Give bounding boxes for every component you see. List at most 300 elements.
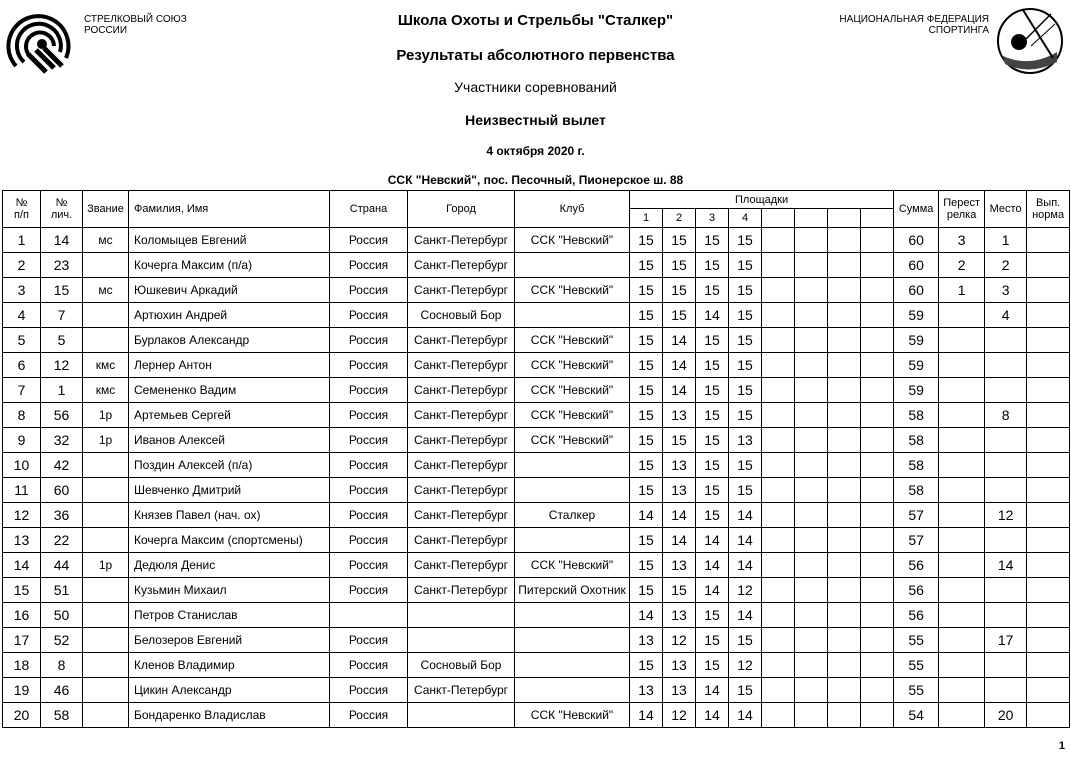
cell-area-blank: [795, 403, 828, 428]
table-row: [3, 628, 1070, 653]
cell-sum: 60: [894, 228, 939, 253]
cell-area-blank: [795, 228, 828, 253]
cell-num-lic: 51: [41, 578, 83, 603]
cell-name: Князев Павел (нач. ох): [129, 503, 330, 528]
table-row: [3, 478, 1070, 503]
cell-area-1: 15: [630, 353, 663, 378]
cell-name: Юшкевич Аркадий: [129, 278, 330, 303]
cell-area-blank: [762, 478, 795, 503]
cell-area-blank: [861, 703, 894, 728]
cell-city: Санкт-Петербург: [408, 353, 515, 378]
cell-area-2: 15: [663, 303, 696, 328]
cell-area-blank: [795, 528, 828, 553]
cell-num-lic: 8: [41, 653, 83, 678]
header-area-1: 1: [630, 209, 663, 228]
cell-area-blank: [762, 428, 795, 453]
cell-country: Россия: [330, 428, 408, 453]
cell-area-1: 14: [630, 503, 663, 528]
cell-sum: 56: [894, 553, 939, 578]
cell-country: Россия: [330, 228, 408, 253]
cell-norm: [1027, 628, 1070, 653]
cell-area-3: 15: [696, 453, 729, 478]
cell-num-pp: 3: [3, 278, 41, 303]
table-row: [3, 253, 1070, 278]
cell-area-2: 14: [663, 353, 696, 378]
cell-num-lic: 23: [41, 253, 83, 278]
cell-num-lic: 22: [41, 528, 83, 553]
cell-area-4: 15: [729, 353, 762, 378]
table-row: [3, 503, 1070, 528]
cell-place: [985, 678, 1027, 703]
cell-country: Россия: [330, 253, 408, 278]
cell-club: [515, 603, 630, 628]
cell-rank: кмс: [83, 378, 129, 403]
cell-rank: [83, 653, 129, 678]
cell-club: [515, 453, 630, 478]
table-row: [3, 328, 1070, 353]
cell-area-blank: [861, 428, 894, 453]
header-areas: Площадки: [630, 191, 894, 209]
cell-name: Лернер Антон: [129, 353, 330, 378]
cell-area-blank: [762, 603, 795, 628]
org-left-line1: СТРЕЛКОВЫЙ СОЮЗ: [84, 14, 187, 25]
cell-area-1: 14: [630, 603, 663, 628]
cell-area-blank: [828, 603, 861, 628]
cell-shootoff: [939, 678, 985, 703]
cell-area-1: 15: [630, 278, 663, 303]
cell-area-blank: [762, 653, 795, 678]
cell-norm: [1027, 653, 1070, 678]
cell-city: Санкт-Петербург: [408, 503, 515, 528]
cell-area-blank: [762, 578, 795, 603]
cell-area-blank: [795, 303, 828, 328]
cell-area-blank: [828, 353, 861, 378]
cell-norm: [1027, 603, 1070, 628]
cell-city: [408, 703, 515, 728]
cell-area-blank: [762, 278, 795, 303]
cell-country: Россия: [330, 453, 408, 478]
cell-area-4: 15: [729, 628, 762, 653]
org-left-line2: РОССИИ: [84, 25, 128, 36]
cell-area-2: 15: [663, 428, 696, 453]
cell-area-blank: [828, 253, 861, 278]
cell-area-blank: [828, 653, 861, 678]
cell-area-4: 13: [729, 428, 762, 453]
cell-club: [515, 528, 630, 553]
cell-area-1: 15: [630, 303, 663, 328]
cell-name: Иванов Алексей: [129, 428, 330, 453]
cell-shootoff: [939, 503, 985, 528]
cell-area-1: 15: [630, 478, 663, 503]
cell-shootoff: [939, 478, 985, 503]
cell-country: Россия: [330, 303, 408, 328]
cell-num-lic: 12: [41, 353, 83, 378]
table-row: [3, 428, 1070, 453]
cell-place: 3: [985, 278, 1027, 303]
cell-name: Кочерга Максим (п/а): [129, 253, 330, 278]
cell-club: ССК "Невский": [515, 428, 630, 453]
cell-name: Кленов Владимир: [129, 653, 330, 678]
cell-num-pp: 20: [3, 703, 41, 728]
cell-area-blank: [861, 228, 894, 253]
cell-area-blank: [795, 653, 828, 678]
cell-shootoff: [939, 428, 985, 453]
results-body: [3, 228, 1070, 728]
cell-area-2: 14: [663, 528, 696, 553]
cell-num-lic: 5: [41, 328, 83, 353]
cell-area-blank: [762, 403, 795, 428]
cell-club: ССК "Невский": [515, 353, 630, 378]
cell-norm: [1027, 428, 1070, 453]
cell-area-1: 15: [630, 378, 663, 403]
header-club: Клуб: [515, 191, 630, 228]
header-country: Страна: [330, 191, 408, 228]
cell-num-lic: 32: [41, 428, 83, 453]
cell-area-blank: [861, 528, 894, 553]
cell-area-3: 15: [696, 253, 729, 278]
cell-shootoff: 3: [939, 228, 985, 253]
header-shootoff: Перест релка: [939, 191, 985, 228]
cell-shootoff: [939, 303, 985, 328]
cell-area-blank: [828, 453, 861, 478]
cell-area-blank: [795, 253, 828, 278]
cell-rank: [83, 453, 129, 478]
cell-area-blank: [861, 503, 894, 528]
cell-area-1: 13: [630, 678, 663, 703]
event-date: 4 октября 2020 г.: [486, 144, 585, 158]
cell-club: [515, 678, 630, 703]
cell-rank: 1р: [83, 428, 129, 453]
cell-area-blank: [828, 328, 861, 353]
cell-place: [985, 603, 1027, 628]
cell-name: Артюхин Андрей: [129, 303, 330, 328]
cell-num-pp: 5: [3, 328, 41, 353]
cell-name: Кочерга Максим (спортсмены): [129, 528, 330, 553]
cell-area-blank: [861, 278, 894, 303]
cell-area-1: 15: [630, 553, 663, 578]
cell-area-blank: [762, 503, 795, 528]
cell-norm: [1027, 703, 1070, 728]
cell-shootoff: [939, 703, 985, 728]
cell-num-lic: 46: [41, 678, 83, 703]
event-venue: ССК "Невский", пос. Песочный, Пионерское ш. 88: [387, 173, 684, 187]
cell-rank: [83, 603, 129, 628]
cell-sum: 55: [894, 653, 939, 678]
cell-area-blank: [762, 453, 795, 478]
cell-area-1: 15: [630, 228, 663, 253]
table-row: [3, 278, 1070, 303]
cell-club: ССК "Невский": [515, 378, 630, 403]
cell-norm: [1027, 453, 1070, 478]
cell-area-3: 15: [696, 378, 729, 403]
cell-area-3: 15: [696, 328, 729, 353]
cell-area-1: 15: [630, 578, 663, 603]
cell-name: Цикин Александр: [129, 678, 330, 703]
cell-area-1: 15: [630, 328, 663, 353]
cell-area-blank: [828, 478, 861, 503]
cell-shootoff: [939, 628, 985, 653]
cell-num-lic: 56: [41, 403, 83, 428]
header-num-pp: № п/п: [3, 191, 41, 228]
cell-country: Россия: [330, 703, 408, 728]
cell-area-2: 13: [663, 553, 696, 578]
cell-num-pp: 9: [3, 428, 41, 453]
cell-area-3: 15: [696, 403, 729, 428]
cell-city: Санкт-Петербург: [408, 378, 515, 403]
cell-num-pp: 16: [3, 603, 41, 628]
cell-country: Россия: [330, 328, 408, 353]
cell-area-blank: [828, 228, 861, 253]
cell-area-3: 15: [696, 628, 729, 653]
cell-norm: [1027, 578, 1070, 603]
cell-area-blank: [861, 603, 894, 628]
cell-norm: [1027, 278, 1070, 303]
cell-norm: [1027, 528, 1070, 553]
cell-area-2: 15: [663, 228, 696, 253]
cell-area-2: 13: [663, 403, 696, 428]
cell-city: Сосновый Бор: [408, 653, 515, 678]
cell-area-blank: [828, 678, 861, 703]
cell-club: ССК "Невский": [515, 553, 630, 578]
cell-rank: [83, 703, 129, 728]
cell-place: [985, 428, 1027, 453]
cell-name: Поздин Алексей (п/а): [129, 453, 330, 478]
cell-num-pp: 4: [3, 303, 41, 328]
cell-area-blank: [828, 278, 861, 303]
cell-num-lic: 44: [41, 553, 83, 578]
cell-area-3: 15: [696, 503, 729, 528]
cell-area-blank: [795, 678, 828, 703]
cell-rank: [83, 478, 129, 503]
cell-sum: 60: [894, 253, 939, 278]
cell-place: [985, 378, 1027, 403]
cell-shootoff: [939, 328, 985, 353]
cell-sum: 56: [894, 603, 939, 628]
cell-shootoff: [939, 403, 985, 428]
cell-area-blank: [795, 578, 828, 603]
cell-area-2: 15: [663, 253, 696, 278]
cell-num-lic: 15: [41, 278, 83, 303]
cell-num-lic: 7: [41, 303, 83, 328]
cell-shootoff: [939, 578, 985, 603]
cell-area-blank: [762, 328, 795, 353]
cell-num-lic: 50: [41, 603, 83, 628]
table-row: [3, 603, 1070, 628]
cell-city: Санкт-Петербург: [408, 228, 515, 253]
cell-area-3: 15: [696, 653, 729, 678]
cell-area-3: 15: [696, 478, 729, 503]
cell-club: Сталкер: [515, 503, 630, 528]
cell-area-2: 14: [663, 503, 696, 528]
cell-area-blank: [795, 478, 828, 503]
cell-name: Белозеров Евгений: [129, 628, 330, 653]
table-row: [3, 353, 1070, 378]
cell-num-pp: 17: [3, 628, 41, 653]
cell-area-4: 15: [729, 678, 762, 703]
cell-shootoff: [939, 603, 985, 628]
cell-place: 8: [985, 403, 1027, 428]
cell-area-2: 15: [663, 278, 696, 303]
cell-area-2: 13: [663, 678, 696, 703]
cell-club: ССК "Невский": [515, 703, 630, 728]
cell-area-blank: [861, 378, 894, 403]
cell-place: [985, 528, 1027, 553]
cell-area-blank: [795, 553, 828, 578]
cell-area-4: 15: [729, 228, 762, 253]
cell-country: Россия: [330, 653, 408, 678]
cell-area-blank: [762, 528, 795, 553]
cell-city: Санкт-Петербург: [408, 478, 515, 503]
cell-area-1: 15: [630, 528, 663, 553]
header-num-lic: № лич.: [41, 191, 83, 228]
results-title: Результаты абсолютного первенства: [396, 47, 675, 64]
cell-name: Бурлаков Александр: [129, 328, 330, 353]
org-right-line2: СПОРТИНГА: [928, 25, 989, 36]
cell-area-blank: [795, 378, 828, 403]
cell-area-blank: [795, 503, 828, 528]
cell-shootoff: [939, 353, 985, 378]
cell-sum: 58: [894, 403, 939, 428]
cell-name: Кузьмин Михаил: [129, 578, 330, 603]
cell-area-4: 15: [729, 278, 762, 303]
cell-area-blank: [828, 303, 861, 328]
results-table: [2, 190, 1070, 728]
cell-club: ССК "Невский": [515, 228, 630, 253]
club-title: Школа Охоты и Стрельбы "Сталкер": [397, 12, 674, 29]
cell-area-blank: [795, 603, 828, 628]
cell-name: Семененко Вадим: [129, 378, 330, 403]
cell-area-1: 13: [630, 628, 663, 653]
cell-city: Санкт-Петербург: [408, 253, 515, 278]
table-row: [3, 303, 1070, 328]
cell-area-blank: [861, 253, 894, 278]
cell-shootoff: [939, 528, 985, 553]
cell-area-blank: [861, 303, 894, 328]
cell-place: 14: [985, 553, 1027, 578]
cell-city: Санкт-Петербург: [408, 678, 515, 703]
event-name: Неизвестный вылет: [465, 112, 606, 128]
cell-rank: мс: [83, 228, 129, 253]
cell-place: [985, 328, 1027, 353]
cell-area-3: 15: [696, 603, 729, 628]
cell-rank: [83, 528, 129, 553]
cell-area-1: 15: [630, 403, 663, 428]
cell-area-blank: [828, 503, 861, 528]
cell-area-4: 14: [729, 528, 762, 553]
cell-area-2: 14: [663, 328, 696, 353]
cell-name: Петров Станислав: [129, 603, 330, 628]
cell-club: ССК "Невский": [515, 328, 630, 353]
cell-area-4: 14: [729, 703, 762, 728]
cell-area-blank: [861, 453, 894, 478]
cell-shootoff: 1: [939, 278, 985, 303]
cell-name: Бондаренко Владислав: [129, 703, 330, 728]
cell-club: [515, 303, 630, 328]
cell-area-4: 15: [729, 253, 762, 278]
cell-area-blank: [795, 353, 828, 378]
cell-area-4: 15: [729, 478, 762, 503]
cell-city: Санкт-Петербург: [408, 453, 515, 478]
cell-area-1: 15: [630, 453, 663, 478]
cell-area-3: 15: [696, 428, 729, 453]
cell-name: Шевченко Дмитрий: [129, 478, 330, 503]
table-row: [3, 453, 1070, 478]
header-city: Город: [408, 191, 515, 228]
cell-area-blank: [828, 378, 861, 403]
cell-area-blank: [861, 478, 894, 503]
cell-country: Россия: [330, 378, 408, 403]
cell-area-4: 15: [729, 378, 762, 403]
cell-sum: 55: [894, 628, 939, 653]
cell-shootoff: [939, 653, 985, 678]
table-row: [3, 578, 1070, 603]
cell-area-blank: [762, 303, 795, 328]
cell-norm: [1027, 503, 1070, 528]
cell-city: Санкт-Петербург: [408, 553, 515, 578]
cell-name: Дедюля Денис: [129, 553, 330, 578]
header-area-3: 3: [696, 209, 729, 228]
cell-city: [408, 603, 515, 628]
cell-num-pp: 18: [3, 653, 41, 678]
cell-sum: 59: [894, 303, 939, 328]
cell-area-blank: [861, 353, 894, 378]
cell-area-1: 15: [630, 653, 663, 678]
cell-area-blank: [828, 553, 861, 578]
cell-num-pp: 15: [3, 578, 41, 603]
cell-place: [985, 653, 1027, 678]
cell-area-blank: [762, 703, 795, 728]
cell-area-blank: [861, 403, 894, 428]
cell-sum: 58: [894, 428, 939, 453]
org-right-line1: НАЦИОНАЛЬНАЯ ФЕДЕРАЦИЯ: [839, 14, 989, 25]
cell-area-2: 13: [663, 453, 696, 478]
header-area-blank: [762, 209, 795, 228]
cell-country: Россия: [330, 628, 408, 653]
header-norm: Вып. норма: [1027, 191, 1070, 228]
cell-city: [408, 628, 515, 653]
cell-area-3: 14: [696, 578, 729, 603]
cell-sum: 56: [894, 578, 939, 603]
cell-num-lic: 1: [41, 378, 83, 403]
cell-country: Россия: [330, 678, 408, 703]
cell-place: [985, 578, 1027, 603]
cell-area-blank: [795, 703, 828, 728]
table-row: [3, 553, 1070, 578]
cell-area-3: 15: [696, 278, 729, 303]
cell-area-2: 13: [663, 653, 696, 678]
cell-area-blank: [762, 553, 795, 578]
cell-area-blank: [795, 278, 828, 303]
header-area-blank: [795, 209, 828, 228]
cell-city: Санкт-Петербург: [408, 328, 515, 353]
cell-sum: 55: [894, 678, 939, 703]
cell-area-4: 14: [729, 553, 762, 578]
cell-area-blank: [861, 678, 894, 703]
cell-area-2: 12: [663, 703, 696, 728]
header-area-blank: [861, 209, 894, 228]
cell-area-4: 12: [729, 653, 762, 678]
header-name: Фамилия, Имя: [129, 191, 330, 228]
cell-area-4: 14: [729, 503, 762, 528]
cell-num-pp: 19: [3, 678, 41, 703]
cell-area-4: 15: [729, 328, 762, 353]
cell-sum: 60: [894, 278, 939, 303]
cell-num-pp: 14: [3, 553, 41, 578]
cell-sum: 59: [894, 328, 939, 353]
cell-num-pp: 2: [3, 253, 41, 278]
header-area-blank: [828, 209, 861, 228]
cell-place: 12: [985, 503, 1027, 528]
